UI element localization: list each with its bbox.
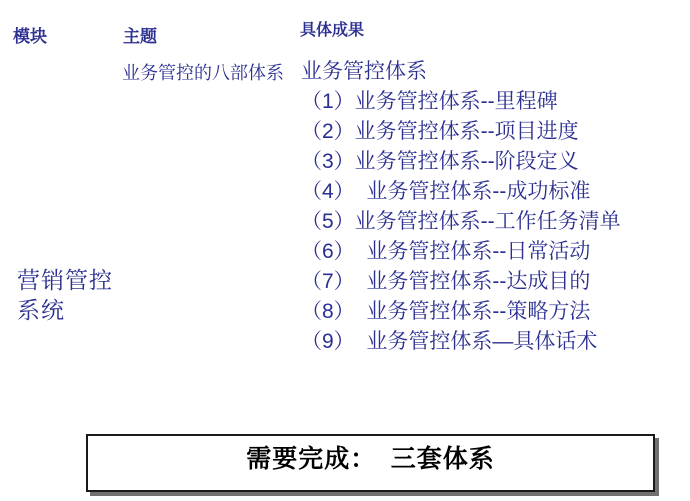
result-item-9: （9） 业务管控体系—具体话术	[301, 330, 598, 353]
results-list	[301, 57, 621, 357]
result-item-4: （4） 业务管控体系--成功标准	[301, 180, 591, 203]
result-item-8: （8） 业务管控体系--策略方法	[301, 300, 591, 323]
result-item-6: （6） 业务管控体系--日常活动	[301, 240, 591, 263]
results-title: 业务管控体系	[301, 60, 427, 83]
topic-value: 业务管控的八部体系	[122, 63, 284, 83]
summary-box	[86, 434, 655, 492]
column-header-results: 具体成果	[300, 22, 365, 39]
result-item-5: （5）业务管控体系--工作任务清单	[301, 210, 621, 233]
module-value: 营销管控系统	[17, 267, 113, 323]
column-header-module: 模块	[13, 27, 47, 46]
summary-text: 需要完成： 三套体系	[246, 446, 495, 473]
result-item-7: （7） 业务管控体系--达成目的	[301, 270, 591, 293]
result-item-1: （1）业务管控体系--里程碑	[301, 90, 558, 113]
result-item-2: （2）业务管控体系--项目进度	[301, 120, 579, 143]
column-header-topic: 主题	[123, 27, 157, 46]
result-item-3: （3）业务管控体系--阶段定义	[301, 150, 579, 173]
